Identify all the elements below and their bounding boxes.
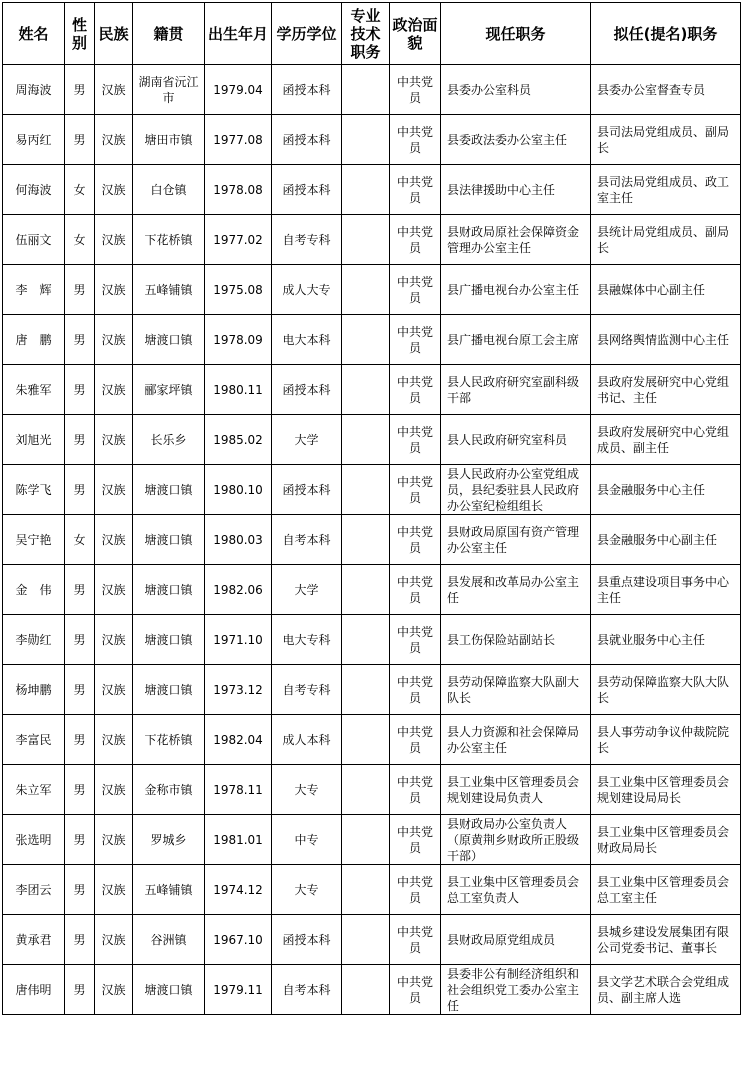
cell-proposed-post: 县工业集中区管理委员会总工室主任 (591, 865, 741, 915)
cell-origin: 塘渡口镇 (133, 665, 205, 715)
cell-gender: 男 (65, 965, 95, 1015)
cell-current-post: 县财政局原国有资产管理办公室主任 (441, 515, 591, 565)
cell-origin: 下花桥镇 (133, 215, 205, 265)
cell-origin: 长乐乡 (133, 415, 205, 465)
cell-ethnicity: 汉族 (95, 465, 133, 515)
table-row (3, 715, 741, 765)
cell-proposed-post: 县金融服务中心主任 (591, 465, 741, 515)
table-row (3, 665, 741, 715)
cell-gender: 男 (65, 65, 95, 115)
table-row (3, 215, 741, 265)
cell-political: 中共党员 (390, 115, 441, 165)
header-birth: 出生年月 (205, 3, 272, 65)
cell-political: 中共党员 (390, 965, 441, 1015)
table-row (3, 915, 741, 965)
cell-origin: 五峰铺镇 (133, 265, 205, 315)
cell-birth: 1977.02 (205, 215, 272, 265)
cell-proposed-post: 县重点建设项目事务中心主任 (591, 565, 741, 615)
cell-name: 金 伟 (3, 565, 65, 615)
table-row (3, 565, 741, 615)
cell-ethnicity: 汉族 (95, 265, 133, 315)
cell-proposed-post: 县城乡建设发展集团有限公司党委书记、董事长 (591, 915, 741, 965)
cell-gender: 男 (65, 715, 95, 765)
cell-origin: 塘渡口镇 (133, 315, 205, 365)
cell-education: 中专 (272, 815, 342, 865)
cell-name: 唐 鹏 (3, 315, 65, 365)
cell-name: 周海波 (3, 65, 65, 115)
cell-proposed-post: 县政府发展研究中心党组书记、主任 (591, 365, 741, 415)
cell-origin: 五峰铺镇 (133, 865, 205, 915)
cell-education: 函授本科 (272, 65, 342, 115)
cell-title (342, 765, 390, 815)
cell-ethnicity: 汉族 (95, 865, 133, 915)
cell-ethnicity: 汉族 (95, 215, 133, 265)
cell-gender: 男 (65, 465, 95, 515)
header-proposed-post: 拟任(提名)职务 (591, 3, 741, 65)
cell-proposed-post: 县统计局党组成员、副局长 (591, 215, 741, 265)
header-row (3, 3, 741, 65)
cell-education: 自考本科 (272, 515, 342, 565)
cell-origin: 塘田市镇 (133, 115, 205, 165)
cell-ethnicity: 汉族 (95, 565, 133, 615)
cell-origin: 下花桥镇 (133, 715, 205, 765)
header-title: 专业技术职务 (342, 3, 390, 65)
cell-proposed-post: 县就业服务中心主任 (591, 615, 741, 665)
cell-ethnicity: 汉族 (95, 815, 133, 865)
cell-proposed-post: 县文学艺术联合会党组成员、副主席人选 (591, 965, 741, 1015)
cell-gender: 男 (65, 315, 95, 365)
header-education: 学历学位 (272, 3, 342, 65)
table-row (3, 815, 741, 865)
cell-proposed-post: 县工业集中区管理委员会财政局局长 (591, 815, 741, 865)
cell-origin: 罗城乡 (133, 815, 205, 865)
cell-gender: 男 (65, 765, 95, 815)
table-row (3, 165, 741, 215)
cell-title (342, 265, 390, 315)
cell-gender: 男 (65, 265, 95, 315)
cell-title (342, 915, 390, 965)
header-name: 姓名 (3, 3, 65, 65)
table-row (3, 65, 741, 115)
cell-education: 函授本科 (272, 115, 342, 165)
cell-ethnicity: 汉族 (95, 315, 133, 365)
cell-ethnicity: 汉族 (95, 665, 133, 715)
cell-birth: 1981.01 (205, 815, 272, 865)
cell-ethnicity: 汉族 (95, 715, 133, 765)
cell-title (342, 65, 390, 115)
cell-gender: 男 (65, 115, 95, 165)
cell-political: 中共党员 (390, 715, 441, 765)
cell-title (342, 315, 390, 365)
cell-birth: 1978.08 (205, 165, 272, 215)
cell-proposed-post: 县司法局党组成员、政工室主任 (591, 165, 741, 215)
cell-political: 中共党员 (390, 865, 441, 915)
cell-education: 函授本科 (272, 465, 342, 515)
cell-gender: 男 (65, 615, 95, 665)
cell-origin: 塘渡口镇 (133, 965, 205, 1015)
cell-birth: 1982.06 (205, 565, 272, 615)
cell-origin: 塘渡口镇 (133, 565, 205, 615)
cell-name: 李团云 (3, 865, 65, 915)
cell-political: 中共党员 (390, 915, 441, 965)
cell-birth: 1980.03 (205, 515, 272, 565)
table-row (3, 265, 741, 315)
cell-education: 大专 (272, 765, 342, 815)
cell-current-post: 县人民政府办公室党组成员，县纪委驻县人民政府办公室纪检组组长 (441, 465, 591, 515)
cell-current-post: 县广播电视台原工会主席 (441, 315, 591, 365)
table-row (3, 765, 741, 815)
table-row (3, 365, 741, 415)
cell-birth: 1980.11 (205, 365, 272, 415)
cell-origin: 金称市镇 (133, 765, 205, 815)
cell-name: 朱雅军 (3, 365, 65, 415)
cell-political: 中共党员 (390, 615, 441, 665)
cell-name: 李富民 (3, 715, 65, 765)
cell-political: 中共党员 (390, 65, 441, 115)
cell-title (342, 815, 390, 865)
cell-gender: 男 (65, 665, 95, 715)
cell-origin: 塘渡口镇 (133, 515, 205, 565)
cell-birth: 1978.09 (205, 315, 272, 365)
header-origin: 籍贯 (133, 3, 205, 65)
cell-gender: 女 (65, 515, 95, 565)
cell-title (342, 715, 390, 765)
table-row (3, 115, 741, 165)
header-gender: 性别 (65, 3, 95, 65)
cell-title (342, 665, 390, 715)
cell-ethnicity: 汉族 (95, 165, 133, 215)
cell-gender: 男 (65, 915, 95, 965)
cell-political: 中共党员 (390, 415, 441, 465)
cell-education: 函授本科 (272, 915, 342, 965)
cell-political: 中共党员 (390, 765, 441, 815)
header-current-post: 现任职务 (441, 3, 591, 65)
cell-title (342, 565, 390, 615)
cell-current-post: 县劳动保障监察大队副大队长 (441, 665, 591, 715)
cell-birth: 1974.12 (205, 865, 272, 915)
cell-current-post: 县人民政府研究室科员 (441, 415, 591, 465)
cell-origin: 湖南省沅江市 (133, 65, 205, 115)
cell-political: 中共党员 (390, 215, 441, 265)
cell-gender: 男 (65, 415, 95, 465)
cell-ethnicity: 汉族 (95, 515, 133, 565)
cell-name: 李 辉 (3, 265, 65, 315)
header-ethnicity: 民族 (95, 3, 133, 65)
cell-name: 朱立军 (3, 765, 65, 815)
cell-proposed-post: 县劳动保障监察大队大队长 (591, 665, 741, 715)
cell-education: 大专 (272, 865, 342, 915)
cell-education: 成人大专 (272, 265, 342, 315)
cell-education: 自考本科 (272, 965, 342, 1015)
cell-title (342, 215, 390, 265)
cell-education: 自考专科 (272, 665, 342, 715)
cell-name: 黄承君 (3, 915, 65, 965)
cell-name: 何海波 (3, 165, 65, 215)
cell-title (342, 115, 390, 165)
cell-current-post: 县广播电视台办公室主任 (441, 265, 591, 315)
cell-name: 易丙红 (3, 115, 65, 165)
cell-origin: 塘渡口镇 (133, 615, 205, 665)
cell-current-post: 县人力资源和社会保障局办公室主任 (441, 715, 591, 765)
cell-political: 中共党员 (390, 565, 441, 615)
cell-birth: 1967.10 (205, 915, 272, 965)
cell-ethnicity: 汉族 (95, 615, 133, 665)
cell-title (342, 165, 390, 215)
cell-political: 中共党员 (390, 365, 441, 415)
table-row (3, 415, 741, 465)
cell-current-post: 县法律援助中心主任 (441, 165, 591, 215)
cell-origin: 谷洲镇 (133, 915, 205, 965)
cell-current-post: 县委办公室科员 (441, 65, 591, 115)
cell-gender: 男 (65, 565, 95, 615)
cell-birth: 1985.02 (205, 415, 272, 465)
cell-ethnicity: 汉族 (95, 415, 133, 465)
cell-proposed-post: 县网络舆情监测中心主任 (591, 315, 741, 365)
cell-education: 函授本科 (272, 165, 342, 215)
cell-birth: 1978.11 (205, 765, 272, 815)
cell-name: 张选明 (3, 815, 65, 865)
cell-name: 吴宁艳 (3, 515, 65, 565)
cell-birth: 1980.10 (205, 465, 272, 515)
cell-name: 杨坤鹏 (3, 665, 65, 715)
cell-gender: 男 (65, 365, 95, 415)
cell-proposed-post: 县融媒体中心副主任 (591, 265, 741, 315)
cell-education: 大学 (272, 415, 342, 465)
cell-education: 大学 (272, 565, 342, 615)
cell-title (342, 965, 390, 1015)
cell-birth: 1973.12 (205, 665, 272, 715)
cell-ethnicity: 汉族 (95, 915, 133, 965)
cell-birth: 1979.04 (205, 65, 272, 115)
cell-current-post: 县工伤保险站副站长 (441, 615, 591, 665)
cell-name: 伍丽文 (3, 215, 65, 265)
cell-title (342, 515, 390, 565)
cell-gender: 男 (65, 865, 95, 915)
cell-political: 中共党员 (390, 165, 441, 215)
cell-name: 陈学飞 (3, 465, 65, 515)
cell-origin: 白仓镇 (133, 165, 205, 215)
cell-title (342, 415, 390, 465)
cell-birth: 1979.11 (205, 965, 272, 1015)
cell-political: 中共党员 (390, 815, 441, 865)
cell-education: 电大本科 (272, 315, 342, 365)
cell-ethnicity: 汉族 (95, 115, 133, 165)
cell-political: 中共党员 (390, 265, 441, 315)
cell-current-post: 县委政法委办公室主任 (441, 115, 591, 165)
cell-current-post: 县人民政府研究室副科级干部 (441, 365, 591, 415)
cell-political: 中共党员 (390, 665, 441, 715)
table-row (3, 465, 741, 515)
cell-title (342, 615, 390, 665)
cell-education: 自考专科 (272, 215, 342, 265)
table-row (3, 315, 741, 365)
cell-proposed-post: 县人事劳动争议仲裁院院长 (591, 715, 741, 765)
cell-proposed-post: 县委办公室督查专员 (591, 65, 741, 115)
cell-title (342, 465, 390, 515)
cell-current-post: 县工业集中区管理委员会总工室负责人 (441, 865, 591, 915)
cell-current-post: 县财政局原社会保障资金管理办公室主任 (441, 215, 591, 265)
cell-ethnicity: 汉族 (95, 365, 133, 415)
header-political: 政治面貌 (390, 3, 441, 65)
cell-origin: 郦家坪镇 (133, 365, 205, 415)
cell-education: 成人本科 (272, 715, 342, 765)
cell-birth: 1975.08 (205, 265, 272, 315)
cell-birth: 1977.08 (205, 115, 272, 165)
cell-political: 中共党员 (390, 465, 441, 515)
cell-gender: 女 (65, 165, 95, 215)
cell-ethnicity: 汉族 (95, 765, 133, 815)
table-body (3, 65, 741, 1015)
table-row (3, 865, 741, 915)
cell-name: 李勋红 (3, 615, 65, 665)
cell-birth: 1982.04 (205, 715, 272, 765)
cell-ethnicity: 汉族 (95, 65, 133, 115)
cell-current-post: 县财政局原党组成员 (441, 915, 591, 965)
cell-title (342, 865, 390, 915)
cell-current-post: 县工业集中区管理委员会规划建设局负责人 (441, 765, 591, 815)
table-row (3, 615, 741, 665)
cell-education: 电大专科 (272, 615, 342, 665)
table-row (3, 515, 741, 565)
cell-proposed-post: 县工业集中区管理委员会规划建设局局长 (591, 765, 741, 815)
table-row (3, 965, 741, 1015)
cell-proposed-post: 县金融服务中心副主任 (591, 515, 741, 565)
cell-political: 中共党员 (390, 515, 441, 565)
cell-education: 函授本科 (272, 365, 342, 415)
cell-gender: 男 (65, 815, 95, 865)
cell-birth: 1971.10 (205, 615, 272, 665)
cell-proposed-post: 县政府发展研究中心党组成员、副主任 (591, 415, 741, 465)
cell-current-post: 县发展和改革局办公室主任 (441, 565, 591, 615)
cell-name: 唐伟明 (3, 965, 65, 1015)
cell-name: 刘旭光 (3, 415, 65, 465)
cell-current-post: 县财政局办公室负责人（原黄荆乡财政所正股级干部） (441, 815, 591, 865)
cell-title (342, 365, 390, 415)
cell-political: 中共党员 (390, 315, 441, 365)
cell-proposed-post: 县司法局党组成员、副局长 (591, 115, 741, 165)
cell-ethnicity: 汉族 (95, 965, 133, 1015)
cell-origin: 塘渡口镇 (133, 465, 205, 515)
cell-gender: 女 (65, 215, 95, 265)
cadre-table (2, 2, 741, 1015)
cell-current-post: 县委非公有制经济组织和社会组织党工委办公室主任 (441, 965, 591, 1015)
